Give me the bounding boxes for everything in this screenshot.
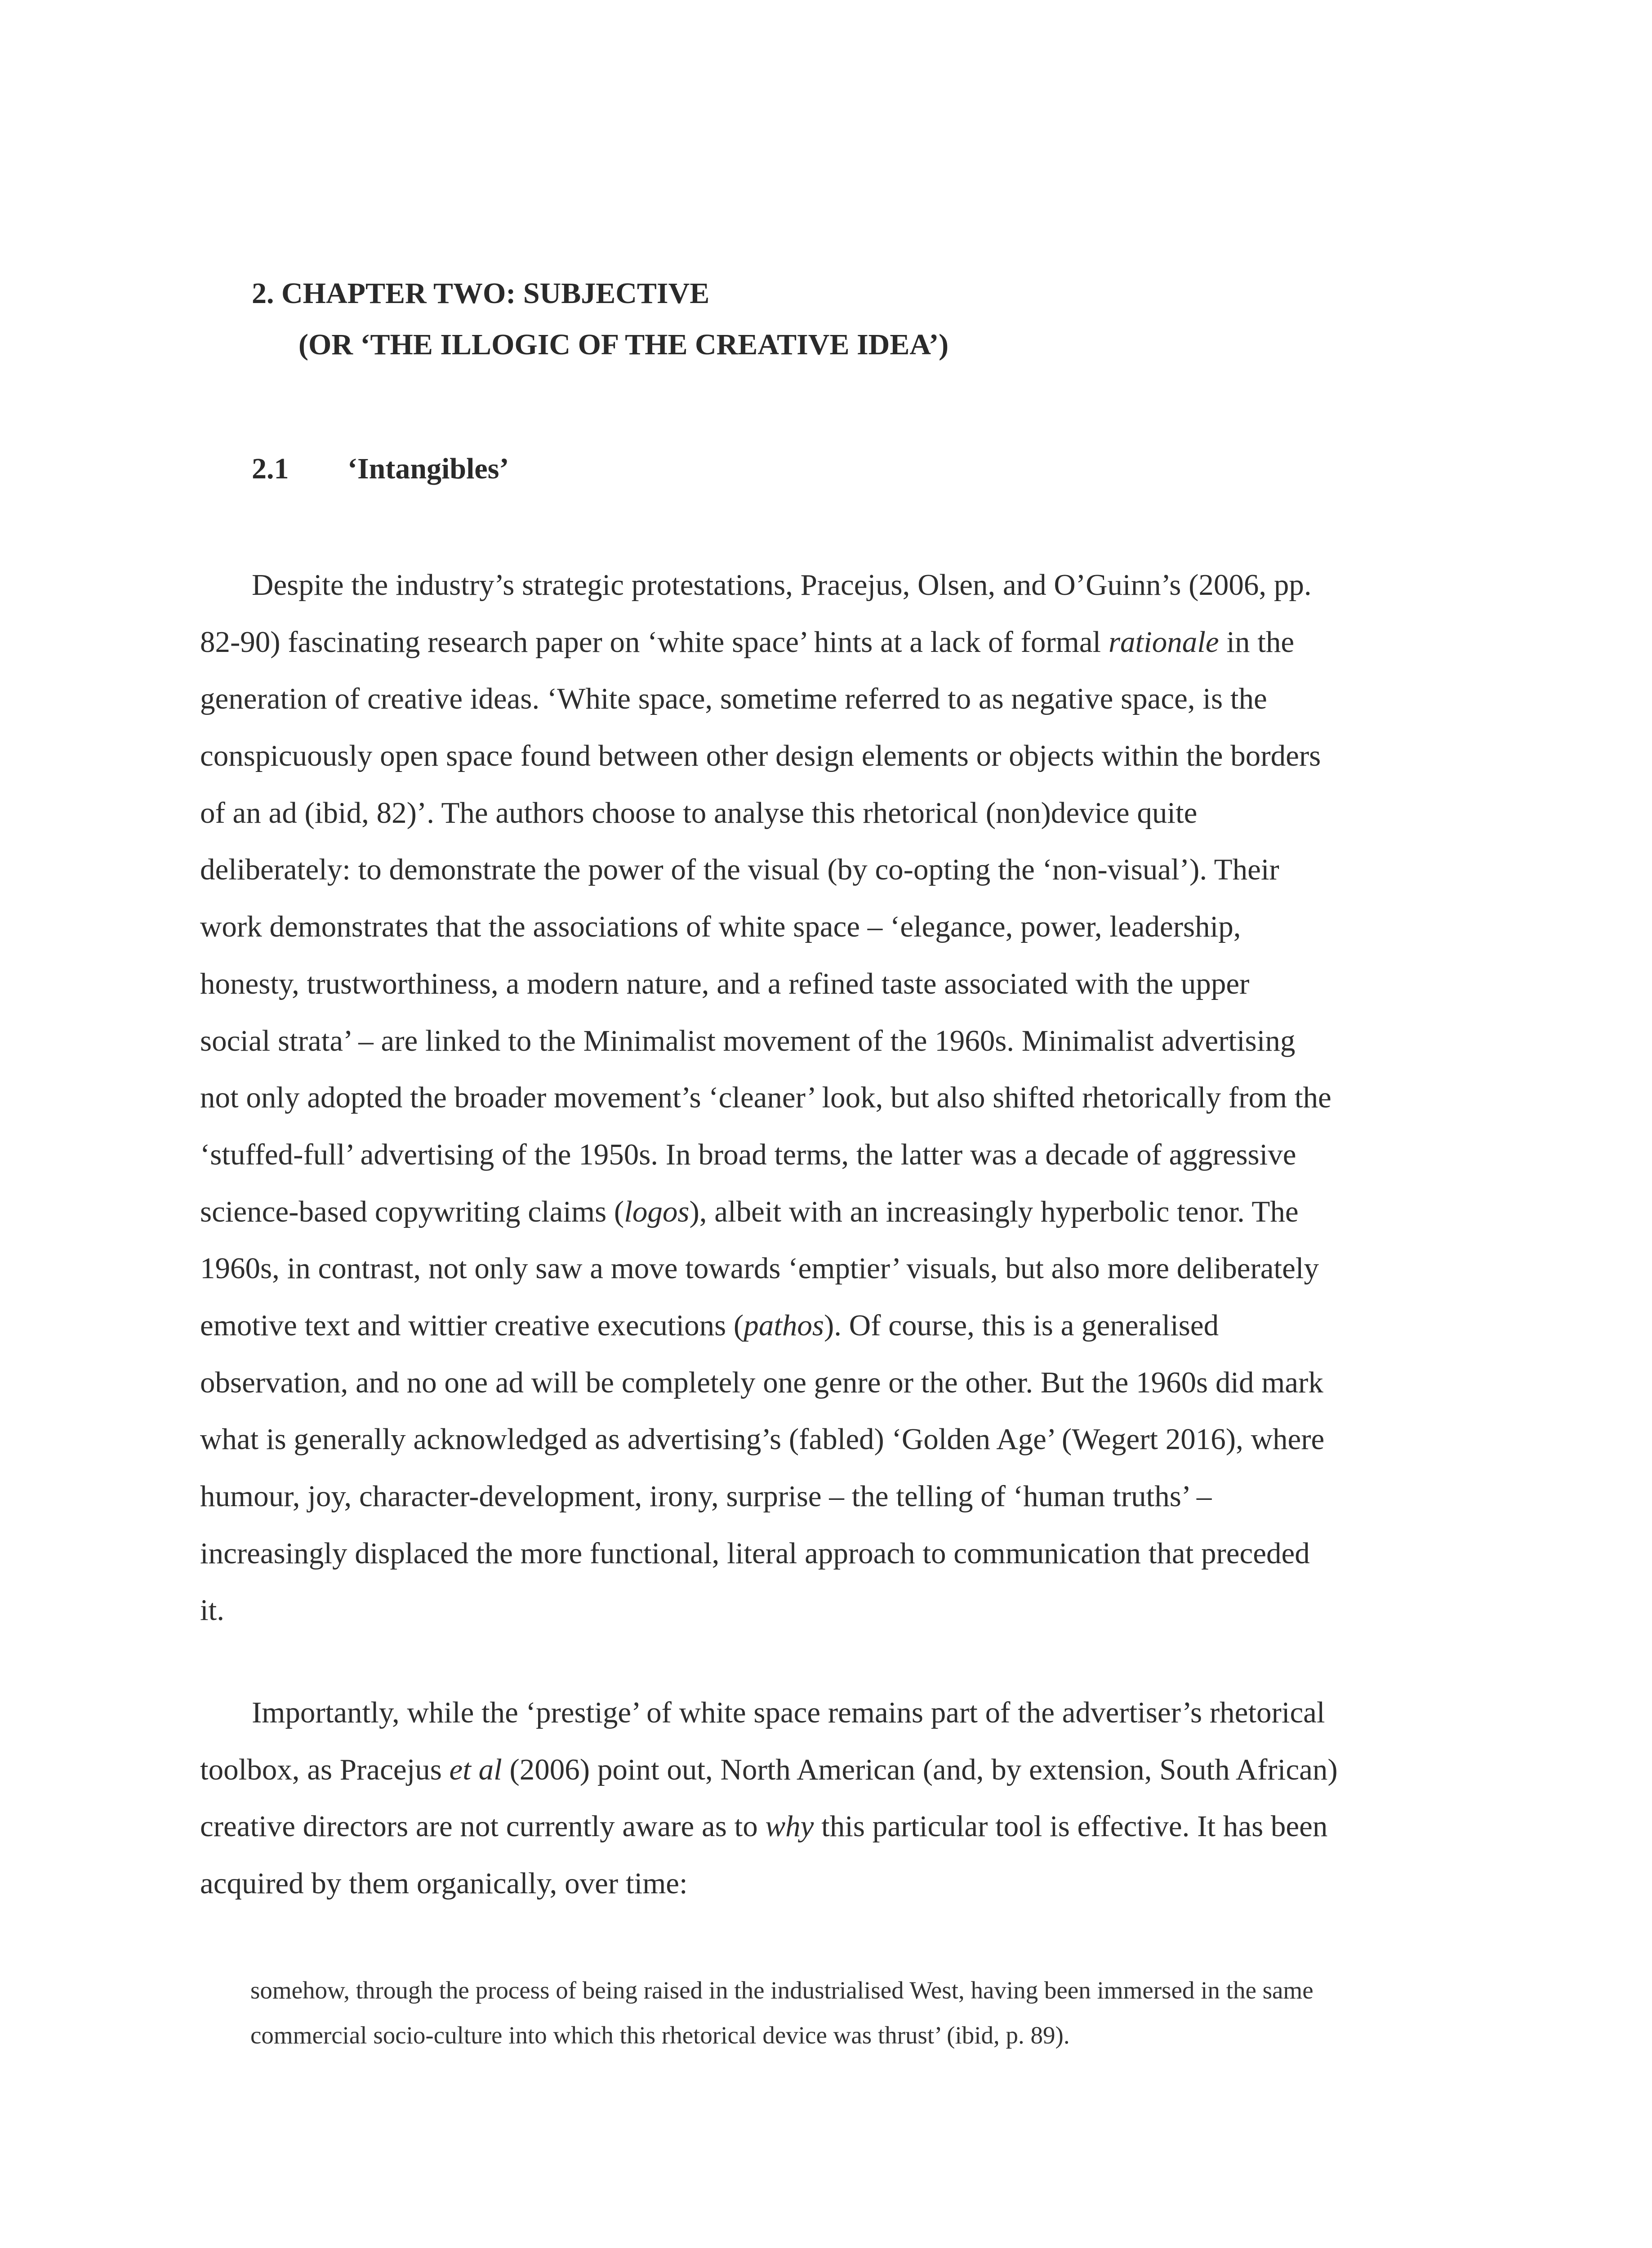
paragraph-line: increasingly displaced the more functional, literal approach to communication that preceded (200, 1536, 1310, 1570)
text-run: science-based copywriting claims ( (200, 1195, 624, 1228)
chapter-title: 2. CHAPTER TWO: SUBJECTIVE (252, 277, 710, 310)
paragraph-line: deliberately: to demonstrate the power of the visual (by co-opting the ‘non-visual’). Their (200, 853, 1279, 887)
section-number: 2.1 (252, 452, 289, 485)
paragraph-line: what is generally acknowledged as advertising’s (fabled) ‘Golden Age’ (Wegert 2016), where (200, 1423, 1325, 1456)
text-run: ), albeit with an increasingly hyperbolic tenor. The (689, 1195, 1299, 1228)
paragraph-line: honesty, trustworthiness, a modern nature, and a refined taste associated with the upper (200, 967, 1250, 1000)
paragraph-line (200, 1297, 1441, 1354)
paragraph-line: ‘stuffed-full’ advertising of the 1950s. In broad terms, the latter was a decade of aggressive (200, 1137, 1296, 1171)
text-run: 82-90) fascinating research paper on ‘white space’ hints at a lack of formal (200, 625, 1109, 659)
italic-term: rationale (1108, 625, 1219, 659)
paragraph-line: work demonstrates that the associations of white space – ‘elegance, power, leadership, (200, 910, 1241, 944)
paragraph-line: conspicuously open space found between other design elements or objects within the borders (200, 739, 1321, 773)
paragraph-line (200, 614, 1441, 671)
chapter-subtitle: (OR ‘THE ILLOGIC OF THE CREATIVE IDEA’) (298, 328, 949, 361)
paragraph-line: humour, joy, character-development, irony, surprise – the telling of ‘human truths’ – (200, 1480, 1212, 1513)
italic-term: logos (624, 1195, 690, 1228)
section-title: ‘Intangibles’ (347, 452, 509, 485)
paragraph-line (200, 1741, 1441, 1798)
paragraph-line: observation, and no one ad will be completely one genre or the other. But the 1960s did mark (200, 1365, 1323, 1399)
text-run: (2006) point out, North American (and, by extension, South African) (502, 1753, 1338, 1786)
paragraph-line: Despite the industry’s strategic protestations, Pracejus, Olsen, and O’Guinn’s (2006, pp. (252, 568, 1312, 602)
paragraph-line (200, 1798, 1441, 1855)
text-run: this particular tool is effective. It has been (814, 1810, 1328, 1843)
body-paragraph-2 (200, 1684, 1441, 1912)
body-paragraph-1 (200, 557, 1441, 1639)
paragraph-line: not only adopted the broader movement’s ‘cleaner’ look, but also shifted rhetorically from the (200, 1081, 1331, 1115)
paragraph-line (200, 1183, 1441, 1240)
paragraph-line: acquired by them organically, over time: (200, 1867, 688, 1900)
italic-term: why (765, 1810, 814, 1843)
paragraph-line: Importantly, while the ‘prestige’ of white space remains part of the advertiser’s rhetorical (252, 1696, 1325, 1729)
paragraph-line: it. (200, 1593, 224, 1627)
text-run: emotive text and wittier creative executions ( (200, 1308, 744, 1342)
italic-term: et al (449, 1753, 502, 1786)
quote-line: commercial socio-culture into which this rhetorical device was thrust’ (ibid, p. 89). (250, 2021, 1070, 2049)
text-run: creative directors are not currently aware as to (200, 1810, 766, 1843)
italic-term: pathos (744, 1308, 824, 1342)
paragraph-line: social strata’ – are linked to the Minimalist movement of the 1960s. Minimalist advertising (200, 1024, 1296, 1057)
quote-line: somehow, through the process of being raised in the industrialised West, having been immersed in the same (250, 1976, 1314, 2004)
paragraph-line: 1960s, in contrast, not only saw a move towards ‘emptier’ visuals, but also more deliberately (200, 1252, 1319, 1285)
paragraph-line: generation of creative ideas. ‘White space, sometime referred to as negative space, is the (200, 682, 1267, 716)
block-quote (250, 1968, 1442, 2058)
paragraph-line: of an ad (ibid, 82)’. The authors choose to analyse this rhetorical (non)device quite (200, 796, 1198, 830)
text-run: in the (1219, 625, 1295, 659)
text-run: ). Of course, this is a generalised (824, 1308, 1219, 1342)
text-run: toolbox, as Pracejus (200, 1753, 450, 1786)
